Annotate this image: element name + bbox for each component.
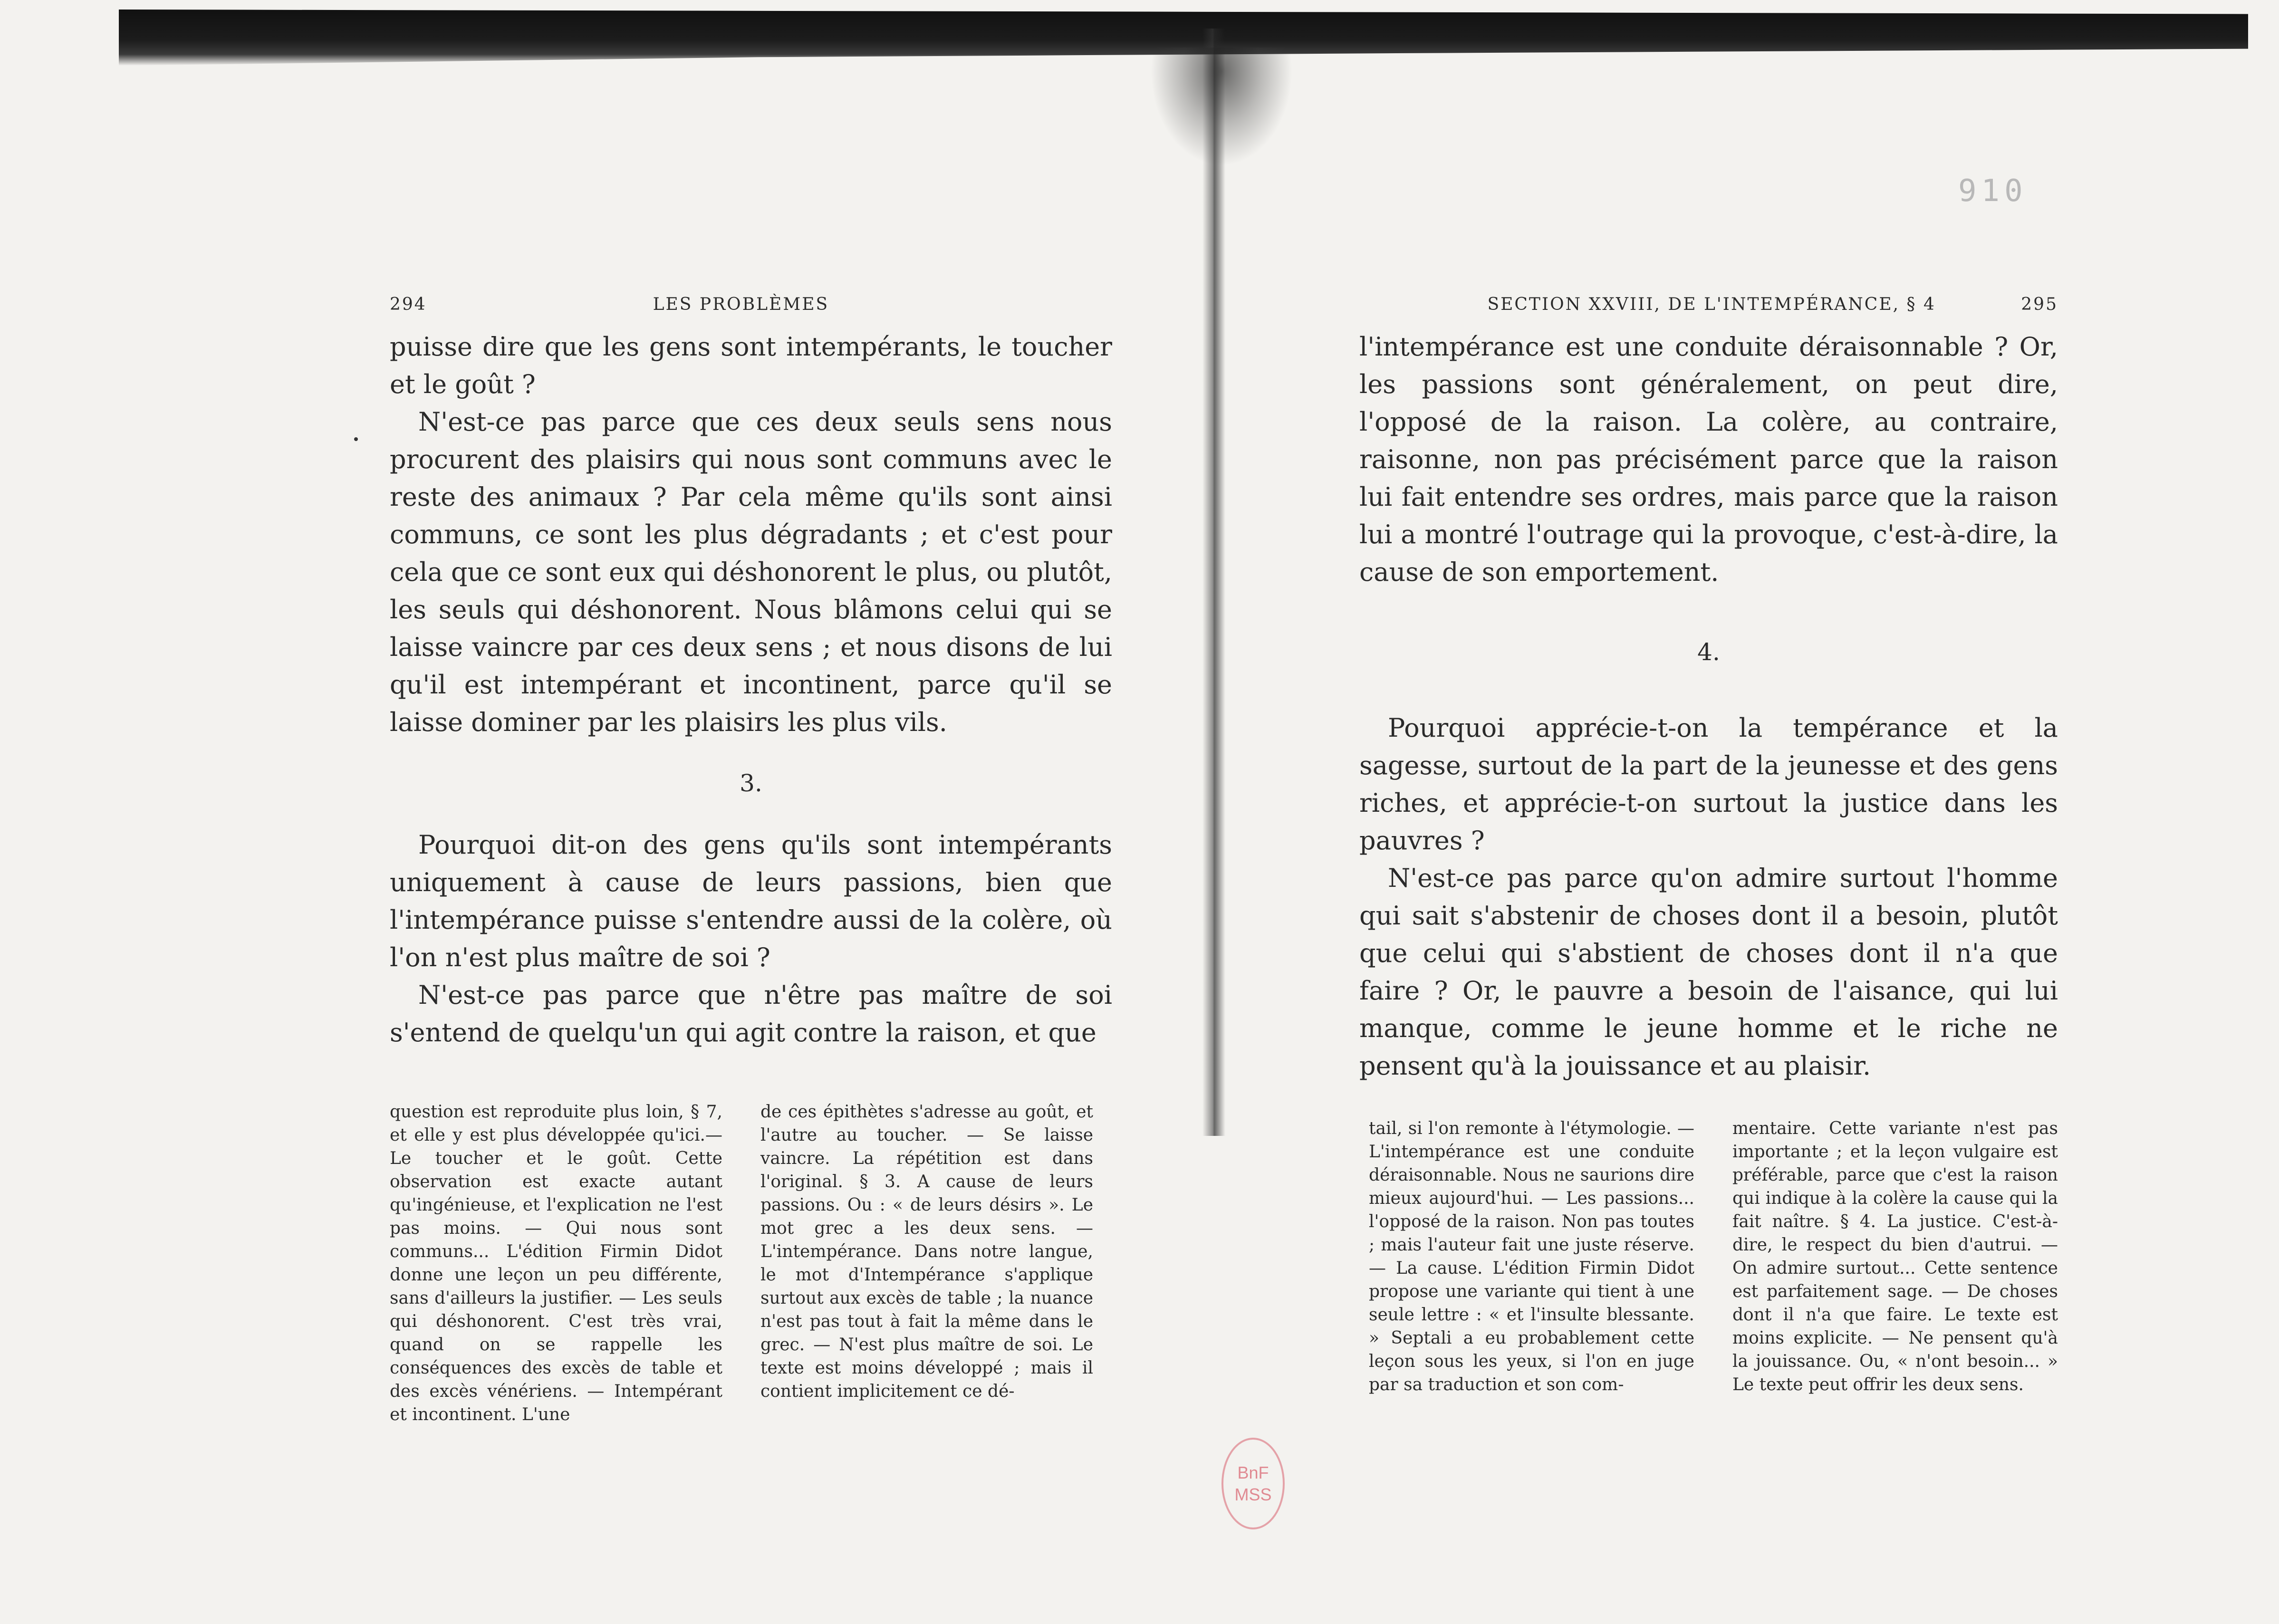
footnote-column: mentaire. Cette variante n'est pas importante ; et la leçon vulgaire est préférable, parce que c'est la raison qui indique à la colère la cause qui la fait naître. § 4. La justice. C'est-à-dire, le respect du bien d'autrui. — On admire surtout... Cette sentence est parfaitement sage. — De choses dont il n'a que faire. Le texte est moins explicite. — Ne pensent qu'à la jouissance. Ou, « n'ont besoin... » Le texte peut offrir les deux sens. [1732, 1119, 2058, 1394]
running-head: SECTION XXVIII, DE L'INTEMPÉRANCE, § 4 [1487, 295, 1936, 314]
paragraph: Pourquoi dit-on des gens qu'ils sont intempérants uniquement à cause de leurs passions, bien que l'intempérance puisse s'entendre aussi de la colère, où l'on n'est plus maître de soi ? [390, 830, 1112, 972]
footnote-column: tail, si l'on remonte à l'étymologie. — L'intempérance est une conduite déraisonnable. Nous ne saurions dire mieux aujourd'hui. — Les passions... l'opposé de la raison. Non pas toutes ; mais l'auteur fait une juste réserve. — La cause. L'édition Firmin Didot propose une variante qui tient à une seule lettre : « et l'insulte blessante. » Septali a eu probablement cette leçon sous les yeux, si l'on en juge par sa traduction et son com- [1369, 1119, 1694, 1394]
book-gutter [1202, 29, 1225, 1136]
page-number: 295 [2021, 295, 2058, 314]
paragraph: puisse dire que les gens sont intempérants, le toucher et le goût ? [390, 332, 1112, 399]
stamp-line: MSS [1234, 1484, 1272, 1504]
right-page-header [1359, 295, 2058, 328]
footnote-column: question est reproduite plus loin, § 7, et elle y est plus développée qu'ici.— Le toucher et le goût. Cette observation est exacte autant qu'ingénieuse, et l'explication ne l'est pas moins. — Qui nous sont communs... L'édition Firmin Didot donne une leçon un peu différente, sans d'ailleurs la justifier. — Les seuls qui déshonorent. C'est très vrai, quand on se rappelle les conséquences des excès de table et des excès vénériens. — Intempérant et incontinent. L'une [390, 1102, 722, 1424]
footnote-column: de ces épithètes s'adresse au goût, et l'autre au toucher. — Se laisse vaincre. La répétition est dans l'original. § 3. A cause de leurs passions. Ou : « de leurs désirs ». Le mot grec a les deux sens. — L'intempérance. Dans notre langue, le mot d'Intempérance s'applique surtout aux excès de table ; la nuance n'est pas tout à fait la même dans le grec. — N'est plus maître de soi. Le texte est moins développé ; mais il contient implicitement ce dé- [760, 1102, 1093, 1401]
gutter-shadow [1150, 48, 1293, 166]
page-number: 294 [390, 295, 427, 314]
right-page [1359, 295, 2058, 1530]
scan-speck [354, 437, 358, 441]
left-page-header [390, 295, 1112, 328]
library-stamp [1221, 1438, 1285, 1529]
left-page [390, 295, 1112, 1530]
paragraph: l'intempérance est une conduite déraisonnable ? Or, les passions sont généralement, on peut dire, l'opposé de la raison. La colère, au contraire, raisonne, non pas précisément parce que la raison lui fait entendre ses ordres, mais parce que la raison lui a montré l'outrage qui la provoque, c'est-à-dire, la cause de son emportement. [1359, 332, 2058, 587]
section-number: 4. [1697, 638, 1720, 666]
folio-number: 910 [1958, 173, 2028, 209]
paragraph: N'est-ce pas parce que n'être pas maître de soi s'entend de quelqu'un qui agit contre la raison, et que [390, 980, 1112, 1047]
paragraph: Pourquoi apprécie-t-on la tempérance et la sagesse, surtout de la part de la jeunesse et des gens riches, et apprécie-t-on surtout la justice dans les pauvres ? [1359, 713, 2058, 855]
stamp-line: BnF [1237, 1462, 1269, 1482]
section-number: 3. [740, 769, 762, 797]
paragraph: N'est-ce pas parce que ces deux seuls sens nous procurent des plaisirs qui nous sont communs avec le reste des animaux ? Par cela même qu'ils sont ainsi communs, ce sont les plus dégradants ; et c'est pour cela que ce sont eux qui déshonorent le plus, ou plutôt, les seuls qui déshonorent. Nous blâmons celui qui se laisse vaincre par ces deux sens ; et nous disons de lui qu'il est intempérant et incontinent, parce qu'il se laisse dominer par les plaisirs les plus vils. [390, 407, 1112, 737]
right-body-text [1359, 328, 2058, 1085]
footnotes [1369, 1117, 2058, 1396]
footnotes [390, 1100, 1093, 1426]
running-head: LES PROBLÈMES [653, 295, 829, 314]
left-body-text [390, 328, 1112, 1051]
paragraph: N'est-ce pas parce qu'on admire surtout l'homme qui sait s'abstenir de choses dont il a besoin, plutôt que celui qui s'abstient de choses dont il n'a que faire ? Or, le pauvre a besoin de l'aisance, qui lui manque, comme le jeune homme et le riche ne pensent qu'à la jouissance et au plaisir. [1359, 863, 2058, 1081]
